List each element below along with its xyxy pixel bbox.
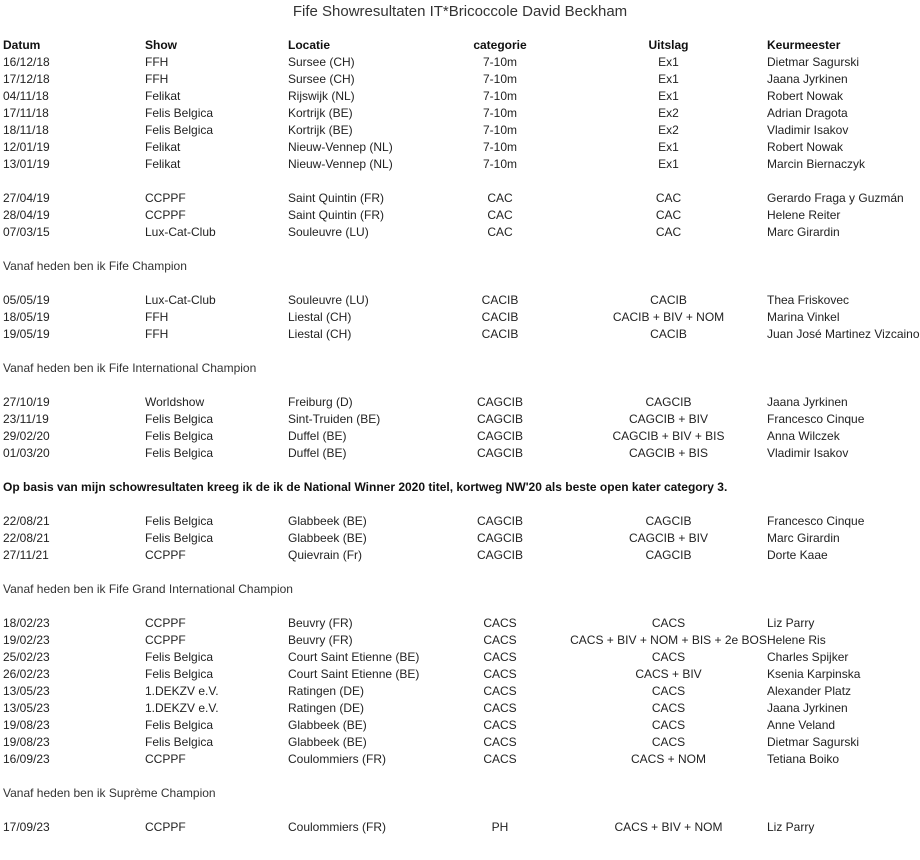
cell-categorie: PH xyxy=(491,820,509,834)
spacer-row xyxy=(3,598,917,615)
cell-datum: 16/09/23 xyxy=(3,752,50,766)
cell-categorie: 7-10m xyxy=(482,123,517,137)
cell-categorie: CACS xyxy=(483,667,517,681)
note-text: Vanaf heden ben ik Fife Grand International Champion xyxy=(3,582,293,596)
cell-datum: 13/01/19 xyxy=(3,157,50,171)
spacer-row xyxy=(3,802,917,819)
cell-categorie: 7-10m xyxy=(482,89,517,103)
table-row xyxy=(3,88,917,105)
header-datum: Datum xyxy=(3,38,41,52)
table-row xyxy=(3,751,917,768)
header-keurmeester: Keurmeester xyxy=(767,38,841,52)
cell-show: Lux-Cat-Club xyxy=(145,225,216,239)
table-row xyxy=(3,292,917,309)
cell-keurmeester: Marcin Biernaczyk xyxy=(767,157,866,171)
champion-note xyxy=(3,360,917,377)
header-categorie: categorie xyxy=(473,38,527,52)
cell-uitslag: CACS xyxy=(651,650,686,664)
cell-uitslag: CACS xyxy=(651,616,686,630)
cell-uitslag: CACIB xyxy=(650,327,687,341)
cell-keurmeester: Vladimir Isakov xyxy=(767,123,849,137)
cell-keurmeester: Vladimir Isakov xyxy=(767,446,849,460)
cell-categorie: 7-10m xyxy=(482,106,517,120)
cell-show: CCPPF xyxy=(145,191,186,205)
cell-locatie: Beuvry (FR) xyxy=(288,616,353,630)
table-row xyxy=(3,700,917,717)
cell-keurmeester: Liz Parry xyxy=(767,820,815,834)
note-text: Op basis van mijn schowresultaten kreeg ik de ik de National Winner 2020 titel, kortweg NW'20 als beste open kater category 3. xyxy=(3,480,728,494)
cell-uitslag: Ex1 xyxy=(658,140,679,154)
cell-show: Felis Belgica xyxy=(145,123,214,137)
cell-show: Felikat xyxy=(145,157,181,171)
cell-keurmeester: Thea Friskovec xyxy=(767,293,850,307)
spacer-row xyxy=(3,377,917,394)
cell-show: Felikat xyxy=(145,89,181,103)
cell-categorie: CAGCIB xyxy=(476,395,523,409)
cell-uitslag: CAGCIB xyxy=(645,395,692,409)
cell-locatie: Ratingen (DE) xyxy=(288,701,365,715)
table-row xyxy=(3,615,917,632)
cell-show: CCPPF xyxy=(145,633,186,647)
cell-uitslag: CACS xyxy=(651,684,686,698)
cell-datum: 17/12/18 xyxy=(3,72,50,86)
cell-show: Felis Belgica xyxy=(145,718,214,732)
cell-locatie: Duffel (BE) xyxy=(288,446,347,460)
spacer-row xyxy=(3,173,917,190)
cell-keurmeester: Anne Veland xyxy=(767,718,836,732)
table-row xyxy=(3,547,917,564)
cell-uitslag: Ex1 xyxy=(658,157,679,171)
cell-categorie: CACS xyxy=(483,735,517,749)
cell-locatie: Souleuvre (LU) xyxy=(288,293,369,307)
cell-show: Felis Belgica xyxy=(145,650,214,664)
spacer-cell xyxy=(3,275,917,292)
header-uitslag: Uitslag xyxy=(648,38,689,52)
cell-uitslag: CAC xyxy=(655,225,682,239)
cell-keurmeester: Helene Ris xyxy=(767,633,826,647)
table-row xyxy=(3,139,917,156)
cell-locatie: Nieuw-Vennep (NL) xyxy=(288,157,393,171)
cell-datum: 27/04/19 xyxy=(3,191,50,205)
cell-keurmeester: Dietmar Sagurski xyxy=(767,55,860,69)
cell-datum: 27/10/19 xyxy=(3,395,50,409)
table-row xyxy=(3,717,917,734)
cell-uitslag: CAGCIB xyxy=(645,514,692,528)
cell-categorie: CACS xyxy=(483,718,517,732)
spacer-cell xyxy=(3,377,917,394)
cell-locatie: Glabbeek (BE) xyxy=(288,531,367,545)
cell-keurmeester: Juan José Martinez Vizcaino xyxy=(767,327,920,341)
cell-locatie: Souleuvre (LU) xyxy=(288,225,369,239)
spacer-row xyxy=(3,241,917,258)
cell-locatie: Beuvry (FR) xyxy=(288,633,353,647)
cell-datum: 19/02/23 xyxy=(3,633,50,647)
table-row xyxy=(3,734,917,751)
cell-show: Felis Belgica xyxy=(145,429,214,443)
cell-datum: 19/08/23 xyxy=(3,735,50,749)
cell-uitslag: Ex2 xyxy=(658,123,679,137)
cell-keurmeester: Marc Girardin xyxy=(767,225,840,239)
cell-show: Lux-Cat-Club xyxy=(145,293,216,307)
cell-uitslag: CACS + BIV + NOM xyxy=(614,820,723,834)
cell-locatie: Sursee (CH) xyxy=(288,55,355,69)
cell-uitslag: Ex1 xyxy=(658,89,679,103)
cell-categorie: CAGCIB xyxy=(476,412,523,426)
spacer-row xyxy=(3,275,917,292)
cell-datum: 17/11/18 xyxy=(3,106,49,120)
cell-show: Felis Belgica xyxy=(145,531,214,545)
cell-datum: 16/12/18 xyxy=(3,55,50,69)
cell-show: Felis Belgica xyxy=(145,514,214,528)
cell-keurmeester: Jaana Jyrkinen xyxy=(767,72,848,86)
cell-show: Felis Belgica xyxy=(145,446,214,460)
cell-locatie: Kortrijk (BE) xyxy=(288,123,353,137)
cell-locatie: Freiburg (D) xyxy=(288,395,353,409)
cell-uitslag: Ex1 xyxy=(658,72,679,86)
cell-datum: 13/05/23 xyxy=(3,684,50,698)
cell-locatie: Coulommiers (FR) xyxy=(288,820,387,834)
cell-categorie: CAC xyxy=(487,225,513,239)
champion-note xyxy=(3,785,917,802)
cell-categorie: CACS xyxy=(483,633,517,647)
cell-uitslag: CAC xyxy=(655,208,682,222)
note-text: Vanaf heden ben ik Fife Champion xyxy=(3,259,187,273)
results-body xyxy=(3,54,920,836)
cell-categorie: CAGCIB xyxy=(476,531,523,545)
cell-locatie: Rijswijk (NL) xyxy=(288,89,355,103)
table-row xyxy=(3,394,917,411)
cell-keurmeester: Francesco Cinque xyxy=(767,514,865,528)
cell-uitslag: CACS xyxy=(651,701,686,715)
cell-show: FFH xyxy=(145,72,169,86)
table-row xyxy=(3,190,917,207)
cell-datum: 23/11/19 xyxy=(3,412,49,426)
cell-locatie: Saint Quintin (FR) xyxy=(288,191,385,205)
cell-uitslag: CACS + BIV + NOM + BIS + 2e BOS xyxy=(570,633,767,647)
spacer-row xyxy=(3,496,917,513)
cell-show: Felis Belgica xyxy=(145,412,214,426)
cell-keurmeester: Adrian Dragota xyxy=(767,106,848,120)
cell-uitslag: CAGCIB xyxy=(645,548,692,562)
cell-categorie: CAGCIB xyxy=(476,429,523,443)
spacer-cell xyxy=(3,598,917,615)
cell-uitslag: Ex2 xyxy=(658,106,679,120)
cell-show: CCPPF xyxy=(145,208,186,222)
table-row xyxy=(3,513,917,530)
cell-show: Felis Belgica xyxy=(145,106,214,120)
table-row xyxy=(3,122,917,139)
cell-datum: 19/05/19 xyxy=(3,327,50,341)
header-locatie: Locatie xyxy=(288,38,331,52)
cell-keurmeester: Charles Spijker xyxy=(767,650,849,664)
cell-keurmeester: Liz Parry xyxy=(767,616,815,630)
cell-categorie: 7-10m xyxy=(482,157,517,171)
cell-uitslag: CAC xyxy=(655,191,682,205)
cell-show: CCPPF xyxy=(145,616,186,630)
cell-datum: 07/03/15 xyxy=(3,225,50,239)
cell-locatie: Court Saint Etienne (BE) xyxy=(288,650,420,664)
table-row xyxy=(3,649,917,666)
cell-show: 1.DEKZV e.V. xyxy=(145,684,219,698)
cell-locatie: Court Saint Etienne (BE) xyxy=(288,667,420,681)
cell-keurmeester: Tetiana Boiko xyxy=(767,752,840,766)
cell-categorie: CACIB xyxy=(481,327,519,341)
champion-note xyxy=(3,581,917,598)
cell-keurmeester: Francesco Cinque xyxy=(767,412,865,426)
cell-locatie: Ratingen (DE) xyxy=(288,684,365,698)
cell-locatie: Glabbeek (BE) xyxy=(288,514,367,528)
cell-categorie: CACIB xyxy=(481,310,519,324)
cell-categorie: CAGCIB xyxy=(476,514,523,528)
champion-note xyxy=(3,258,917,275)
cell-uitslag: CACIB xyxy=(650,293,687,307)
cell-categorie: CACS xyxy=(483,701,517,715)
note-text: Vanaf heden ben ik Fife International Champion xyxy=(3,361,257,375)
table-row xyxy=(3,411,917,428)
cell-datum: 01/03/20 xyxy=(3,446,50,460)
spacer-cell xyxy=(3,173,917,190)
table-row xyxy=(3,71,917,88)
cell-uitslag: CAGCIB + BIV xyxy=(628,531,709,545)
cell-categorie: CACS xyxy=(483,684,517,698)
cell-keurmeester: Marc Girardin xyxy=(767,531,840,545)
cell-keurmeester: Dorte Kaae xyxy=(767,548,828,562)
cell-show: FFH xyxy=(145,55,169,69)
spacer-row xyxy=(3,343,917,360)
cell-datum: 27/11/21 xyxy=(3,548,49,562)
cell-show: FFH xyxy=(145,310,169,324)
cell-datum: 25/02/23 xyxy=(3,650,50,664)
table-row xyxy=(3,632,917,649)
cell-datum: 28/04/19 xyxy=(3,208,50,222)
cell-categorie: CACS xyxy=(483,752,517,766)
spacer-cell xyxy=(3,802,917,819)
cell-datum: 22/08/21 xyxy=(3,514,50,528)
cell-locatie: Saint Quintin (FR) xyxy=(288,208,385,222)
cell-keurmeester: Robert Nowak xyxy=(767,89,844,103)
cell-show: CCPPF xyxy=(145,752,186,766)
cell-uitslag: CACS xyxy=(651,735,686,749)
table-row xyxy=(3,819,917,836)
cell-locatie: Sint-Truiden (BE) xyxy=(288,412,381,426)
cell-categorie: CAC xyxy=(487,208,513,222)
table-row xyxy=(3,530,917,547)
cell-categorie: CAGCIB xyxy=(476,548,523,562)
cell-locatie: Liestal (CH) xyxy=(288,327,352,341)
cell-uitslag: CAGCIB + BIS xyxy=(628,446,709,460)
cell-show: Felikat xyxy=(145,140,181,154)
table-row xyxy=(3,683,917,700)
cell-locatie: Quievrain (Fr) xyxy=(288,548,363,562)
cell-categorie: CACS xyxy=(483,616,517,630)
table-row xyxy=(3,666,917,683)
spacer-row xyxy=(3,564,917,581)
spacer-row xyxy=(3,462,917,479)
cell-categorie: CAGCIB xyxy=(476,446,523,460)
cell-datum: 04/11/18 xyxy=(3,89,49,103)
table-row xyxy=(3,445,917,462)
cell-datum: 29/02/20 xyxy=(3,429,50,443)
cell-keurmeester: Alexander Platz xyxy=(767,684,852,698)
cell-uitslag: Ex1 xyxy=(658,55,679,69)
cell-uitslag: CAGCIB + BIV xyxy=(628,412,709,426)
cell-keurmeester: Dietmar Sagurski xyxy=(767,735,860,749)
cell-categorie: 7-10m xyxy=(482,72,517,86)
results-table xyxy=(3,37,920,836)
cell-datum: 05/05/19 xyxy=(3,293,50,307)
cell-datum: 13/05/23 xyxy=(3,701,50,715)
table-row xyxy=(3,326,917,343)
spacer-row xyxy=(3,768,917,785)
cell-keurmeester: Anna Wilczek xyxy=(767,429,840,443)
page-title: Fife Showresultaten IT*Bricoccole David Beckham xyxy=(292,3,628,20)
cell-locatie: Kortrijk (BE) xyxy=(288,106,353,120)
cell-show: Felis Belgica xyxy=(145,735,214,749)
spacer-cell xyxy=(3,343,917,360)
cell-categorie: 7-10m xyxy=(482,140,517,154)
table-row xyxy=(3,224,917,241)
cell-keurmeester: Jaana Jyrkinen xyxy=(767,395,848,409)
cell-show: Felis Belgica xyxy=(145,667,214,681)
spacer-cell xyxy=(3,462,917,479)
table-row xyxy=(3,54,917,71)
cell-show: 1.DEKZV e.V. xyxy=(145,701,219,715)
cell-categorie: CAC xyxy=(487,191,513,205)
cell-show: CCPPF xyxy=(145,548,186,562)
cell-uitslag: CACIB + BIV + NOM xyxy=(612,310,725,324)
cell-datum: 12/01/19 xyxy=(3,140,50,154)
spacer-cell xyxy=(3,768,917,785)
title-note-bold xyxy=(3,479,917,496)
table-row xyxy=(3,156,917,173)
cell-locatie: Glabbeek (BE) xyxy=(288,735,367,749)
cell-uitslag: CAGCIB + BIV + BIS xyxy=(612,429,725,443)
cell-keurmeester: Gerardo Fraga y Guzmán xyxy=(767,191,904,205)
cell-keurmeester: Marina Vinkel xyxy=(767,310,840,324)
cell-uitslag: CACS + BIV xyxy=(635,667,702,681)
table-row xyxy=(3,207,917,224)
cell-locatie: Nieuw-Vennep (NL) xyxy=(288,140,393,154)
cell-categorie: 7-10m xyxy=(482,55,517,69)
table-header-row xyxy=(3,37,917,54)
cell-datum: 18/11/18 xyxy=(3,123,49,137)
cell-keurmeester: Ksenia Karpinska xyxy=(767,667,861,681)
spacer-cell xyxy=(3,241,917,258)
cell-datum: 22/08/21 xyxy=(3,531,50,545)
cell-keurmeester: Robert Nowak xyxy=(767,140,844,154)
note-text: Vanaf heden ben ik Suprème Champion xyxy=(3,786,216,800)
cell-keurmeester: Helene Reiter xyxy=(767,208,841,222)
cell-categorie: CACS xyxy=(483,650,517,664)
cell-uitslag: CACS xyxy=(651,718,686,732)
cell-show: Worldshow xyxy=(145,395,205,409)
cell-datum: 18/05/19 xyxy=(3,310,50,324)
cell-locatie: Duffel (BE) xyxy=(288,429,347,443)
cell-show: FFH xyxy=(145,327,169,341)
cell-locatie: Sursee (CH) xyxy=(288,72,355,86)
cell-uitslag: CACS + NOM xyxy=(630,752,706,766)
table-row xyxy=(3,309,917,326)
cell-keurmeester: Jaana Jyrkinen xyxy=(767,701,848,715)
cell-datum: 26/02/23 xyxy=(3,667,50,681)
spacer-cell xyxy=(3,564,917,581)
header-show: Show xyxy=(145,38,177,52)
spacer-cell xyxy=(3,496,917,513)
cell-datum: 17/09/23 xyxy=(3,820,50,834)
cell-categorie: CACIB xyxy=(481,293,519,307)
cell-datum: 18/02/23 xyxy=(3,616,50,630)
cell-show: CCPPF xyxy=(145,820,186,834)
cell-locatie: Liestal (CH) xyxy=(288,310,352,324)
table-row xyxy=(3,428,917,445)
cell-locatie: Glabbeek (BE) xyxy=(288,718,367,732)
table-row xyxy=(3,105,917,122)
cell-datum: 19/08/23 xyxy=(3,718,50,732)
cell-locatie: Coulommiers (FR) xyxy=(288,752,387,766)
